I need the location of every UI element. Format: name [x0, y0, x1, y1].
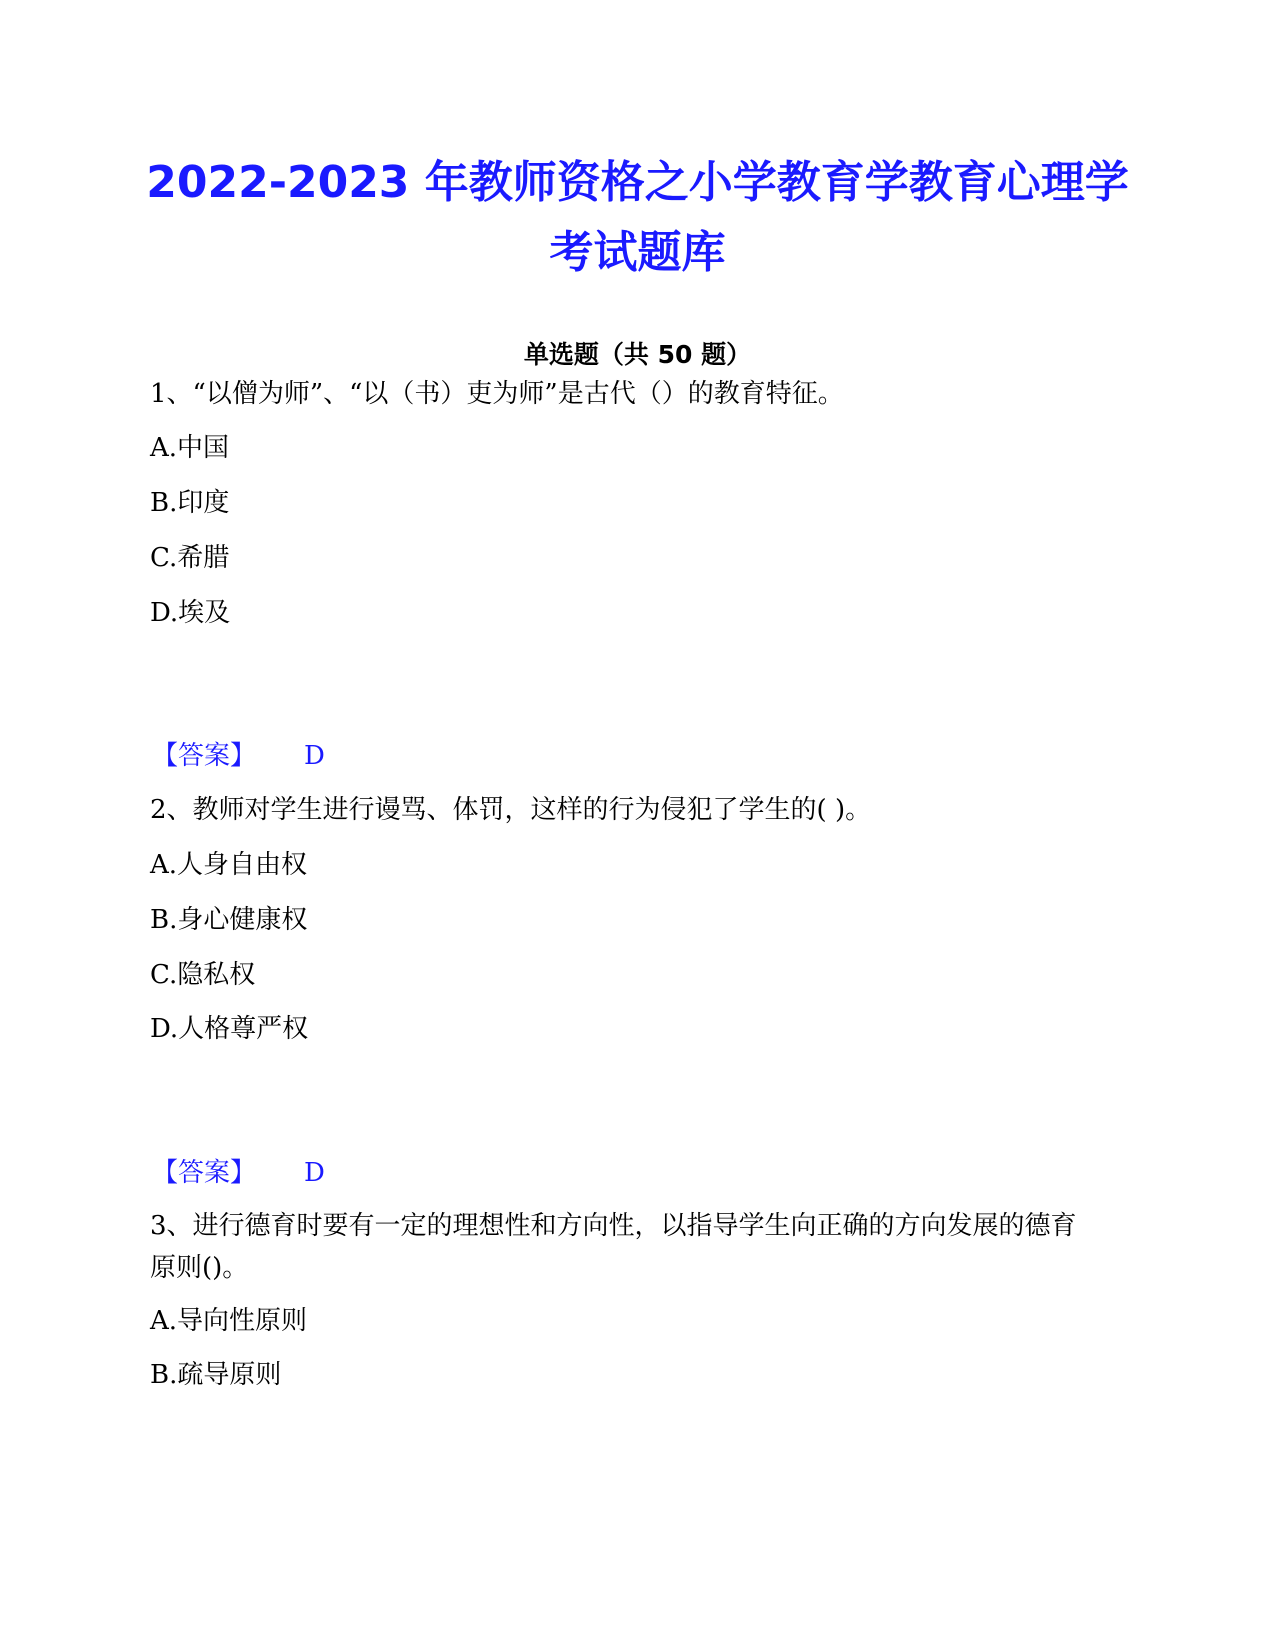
question-3-stem: 3、进行德育时要有一定的理想性和方向性，以指导学生向正确的方向发展的德育原则()。 — [150, 1211, 1077, 1283]
answer-label: 【答案】 — [152, 1158, 257, 1188]
question-1-answer — [152, 738, 325, 774]
answer-value: D — [304, 1158, 325, 1188]
answer-value: D — [304, 741, 325, 771]
question-2-option-a: A.人身自由权 — [150, 850, 308, 880]
question-1-option-b: B.印度 — [150, 488, 230, 518]
question-3-option-b: B.疏导原则 — [150, 1360, 282, 1390]
question-1-option-c: C.希腊 — [150, 543, 230, 573]
question-2-option-c: C.隐私权 — [150, 960, 256, 990]
section-heading: 单选题（共 50 题） — [523, 340, 752, 369]
question-1-option-a: A.中国 — [150, 433, 230, 463]
question-2-option-b: B.身心健康权 — [150, 905, 308, 935]
question-2-answer — [152, 1155, 325, 1191]
question-1-stem: 1、“以僧为师”、“以（书）吏为师”是古代（）的教育特征。 — [150, 379, 844, 409]
question-1-option-d: D.埃及 — [150, 598, 231, 628]
question-2-option-d: D.人格尊严权 — [150, 1014, 309, 1044]
page-title: 2022-2023 年教师资格之小学教育学教育心理学考试题库 — [146, 157, 1129, 278]
answer-label: 【答案】 — [152, 741, 257, 771]
question-3-option-a: A.导向性原则 — [150, 1306, 308, 1336]
question-2-stem: 2、教师对学生进行谩骂、体罚，这样的行为侵犯了学生的( )。 — [150, 795, 872, 825]
